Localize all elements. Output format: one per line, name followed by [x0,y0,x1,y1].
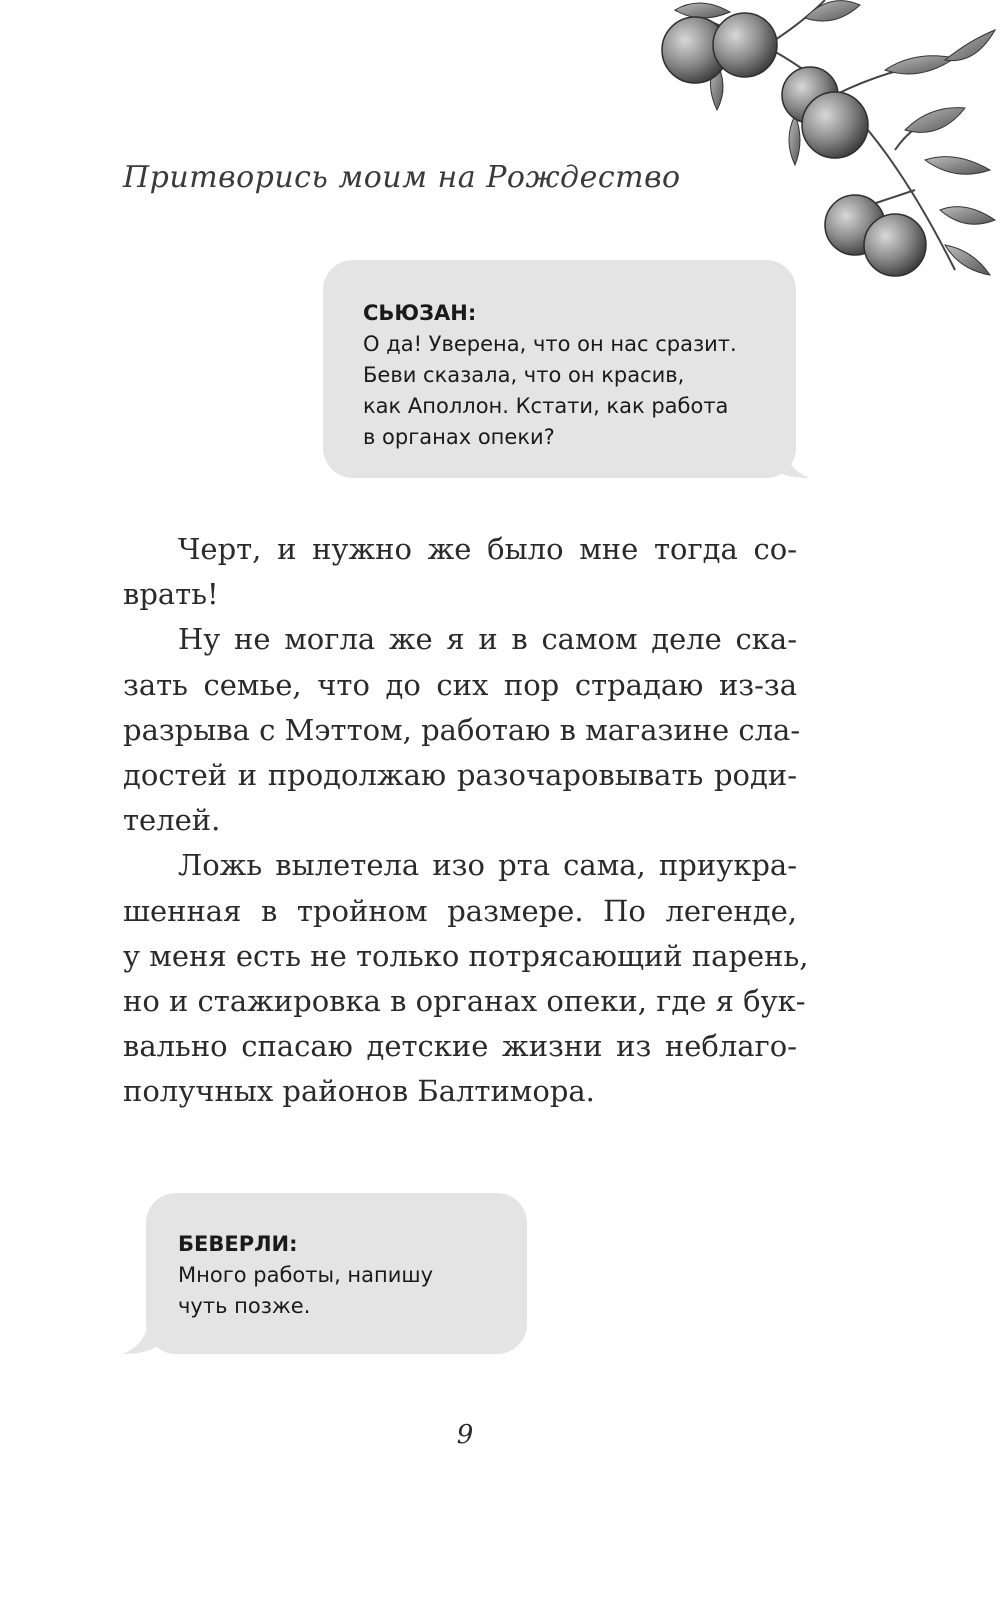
body-line: вально спасаю детские жизни из неблаго- [123,1029,797,1064]
body-line: телей. [123,803,221,838]
body-line: получных районов Балтимора. [123,1074,595,1109]
message-line: чуть позже. [178,1294,311,1318]
message-bubble-beverly [146,1193,527,1354]
body-line: врать! [123,577,219,612]
bubble-tail-icon [770,448,810,478]
apple-branch-icon [655,0,1000,285]
message-bubble-susan [323,260,796,478]
message-line: О да! Уверена, что он нас сразит. [363,332,737,356]
body-line: шенная в тройном размере. По легенде, [123,893,797,928]
bubble-tail-icon [122,1324,162,1354]
body-line: разрыва с Мэттом, работаю в магазине сла- [123,712,801,747]
message-line: Беви сказала, что он красив, [363,363,685,387]
body-line: у меня есть не только потрясающий парень, [123,938,809,973]
body-text [123,527,809,1115]
body-line: но и стажировка в органах опеки, где я бук- [123,984,806,1019]
message-line: как Аполлон. Кстати, как работа [363,394,729,418]
message-sender: БЕВЕРЛИ: [178,1232,298,1256]
body-line: Ложь вылетела изо рта сама, приукра- [178,848,797,883]
message-sender: СЬЮЗАН: [363,301,477,325]
body-line: достей и продолжаю разочаровывать роди- [123,758,797,793]
body-line: Ну не могла же я и в самом деле ска- [178,622,797,657]
body-line: зать семье, что до сих пор страдаю из-за [123,667,797,702]
message-line: Много работы, напишу [178,1263,434,1287]
message-line: в органах опеки? [363,425,555,449]
running-header-title: Притворись моим на Рождество [123,160,681,195]
body-line: Черт, и нужно же было мне тогда со- [178,532,797,566]
page-number: 9 [456,1420,474,1450]
